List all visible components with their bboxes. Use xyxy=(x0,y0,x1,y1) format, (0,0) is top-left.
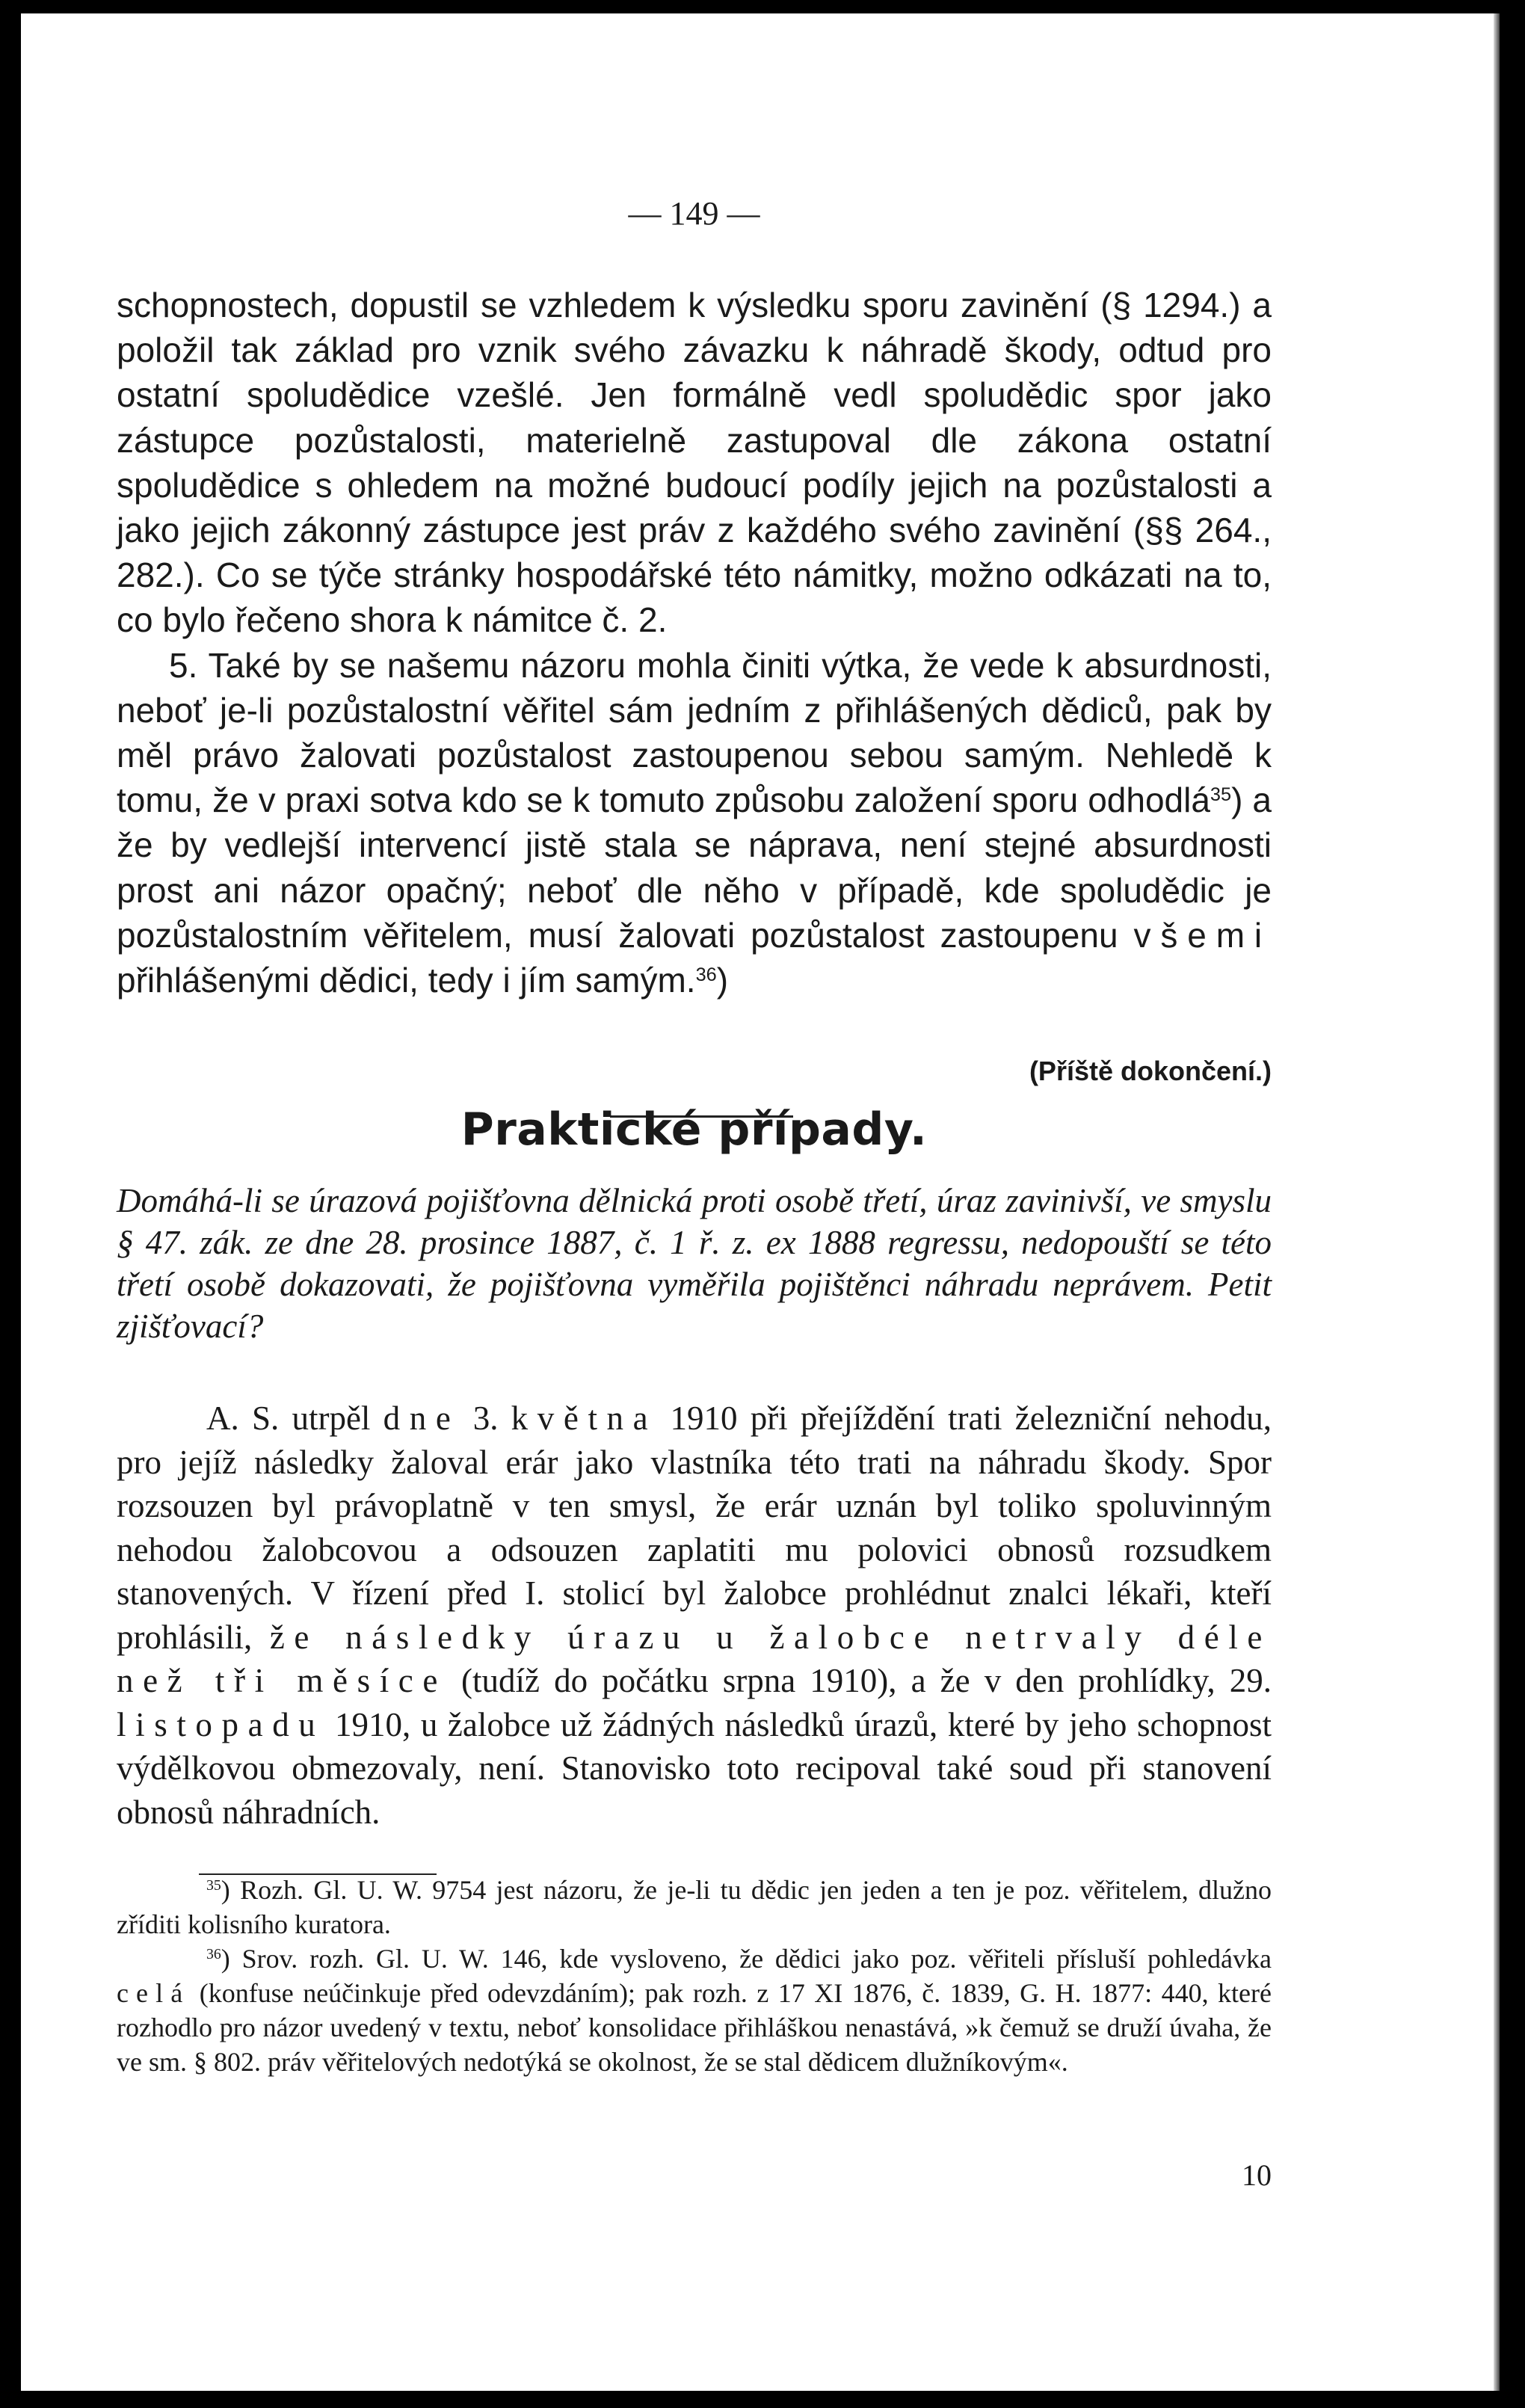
spaced-word-kvetna: května xyxy=(511,1399,658,1437)
paragraph-2-text-c: přihlášenými dědici, tedy i jím samým. xyxy=(117,961,696,1000)
paragraph-2-text-d: ) xyxy=(716,961,729,1000)
spaced-phrase-findings: že následky úrazu u žalobce netrvaly déle než tři měsíce xyxy=(117,1618,1272,1699)
footnote-36-text-b: (konfuse neúčinkuje před odevzdáním); pak rozh. z 17 XI 1876, č. 1839, G. H. 1877: 440, které rozhodlo pro názor uvedený v textu, neboť konsolidace přihláškou nenastává, »k čemuž se druží úvaha, že ve sm. § 802. práv věřitelových nedotýká se okolnost, že se stal dědicem dlužníkovým«. xyxy=(117,1978,1272,2077)
case-text-d: (tudíž do počátku srpna 1910), a že v den prohlídky, 29. xyxy=(461,1662,1272,1699)
page-number: — 149 — xyxy=(628,195,760,232)
footnote-ref-35: 35 xyxy=(1210,784,1232,806)
case-paragraph xyxy=(117,1397,1272,1834)
case-text xyxy=(117,1397,1272,1834)
case-text-b: 3. xyxy=(472,1399,499,1437)
signature-number: 10 xyxy=(1242,2158,1272,2192)
footnote-36 xyxy=(117,1942,1272,2079)
case-text-c: 1910 při přejíždění trati železniční nehodu, pro jejíž následky žaloval erár jako vlastníka této trati na náhradu škody. Spor rozsouzen byl právoplatně v ten smysl, že erár uznán byl toliko spoluvinným nehodou žalobcovou a odsouzen zaplatiti mu polovici obnosů rozsudkem stanovených. V řízení před I. stolicí byl žalobce prohlédnut znalci lékaři, kteří prohlásili, xyxy=(117,1399,1272,1656)
footnote-35 xyxy=(117,1873,1272,1942)
paragraph-2-text-b: ) a že by vedlejší intervencí jistě stala se náprava, není stejné absurdnosti prost ani názor opačný; neboť dle něho v případě, kde spoludědic je pozůstalostním věřitelem, musí žalovati pozůstalost zastoupenu xyxy=(117,780,1272,955)
continued-note: (Příště dokončení.) xyxy=(1029,1056,1272,1086)
page-edge-shadow xyxy=(1494,13,1500,2391)
footnotes xyxy=(117,1873,1272,2079)
spaced-word-listopadu: listopadu xyxy=(117,1705,325,1743)
footnote-ref-36: 36 xyxy=(695,964,717,985)
footnote-36-mark: 36 xyxy=(206,1946,221,1963)
case-text-a: A. S. utrpěl xyxy=(206,1399,371,1437)
main-text xyxy=(117,283,1272,1003)
section-heading: Praktické případy. xyxy=(460,1103,928,1156)
paragraph-2 xyxy=(117,643,1272,1003)
spaced-word-dne: dne xyxy=(383,1399,460,1437)
footnote-35-mark: 35 xyxy=(206,1877,221,1894)
spaced-word-vsemi: všemi xyxy=(1133,915,1272,955)
footnote-35-text: ) Rozh. Gl. U. W. 9754 jest názoru, že je-li tu dědic jen jeden a ten je poz. věřitelem, dlužno zříditi kolisního kuratora. xyxy=(117,1875,1272,1939)
case-lead: Domáhá-li se úrazová pojišťovna dělnická proti osobě třetí, úraz zavinivší, ve smyslu § 47. zák. ze dne 28. prosince 1887, č. 1 ř. z. ex 1888 regressu, nedopouští se této třetí osobě dokazovati, že pojišťovna vyměřila pojištěnci náhradu neprávem. Petit zjišťovací? xyxy=(117,1182,1272,1345)
footnote-36-text-a: ) Srov. rozh. Gl. U. W. 146, kde vysloveno, že dědici jako poz. věřiteli přísluší pohledávka xyxy=(221,1944,1272,1974)
spaced-word-cela: celá xyxy=(117,1978,191,2008)
paragraph-1: schopnostech, dopustil se vzhledem k výsledku sporu zavinění (§ 1294.) a položil tak základ pro vznik svého závazku k náhradě škody, odtud pro ostatní spoludědice vzešlé. Jen formálně vedl spoludědic spor jako zástupce pozůstalosti, materielně zastupoval dle zákona ostatní spoludědice s ohledem na možné budoucí podíly jejich na pozůstalosti a jako jejich zákonný zástupce jest práv z každého svého zavinění (§§ 264., 282.). Co se týče stránky hospodářské této námitky, možno odkázati na to, co bylo řečeno shora k námitce č. 2. xyxy=(117,286,1272,640)
page xyxy=(21,13,1500,2391)
case-text-e: 1910, u žalobce už žádných následků úrazů, které by jeho schopnost výdělkovou obmezovaly, není. Stanovisko toto recipoval také soud při stanovení obnosů náhradních. xyxy=(117,1705,1272,1831)
paragraph-2-text-a: 5. Také by se našemu názoru mohla činiti výtka, že vede k absurdnosti, neboť je-li pozůstalostní věřitel sám jedním z přihlášených dědiců, pak by měl právo žalovati pozůstalost zastoupenou sebou samým. Nehledě k tomu, že v praxi sotva kdo se k tomuto způsobu založení sporu odhodlá xyxy=(117,645,1272,820)
